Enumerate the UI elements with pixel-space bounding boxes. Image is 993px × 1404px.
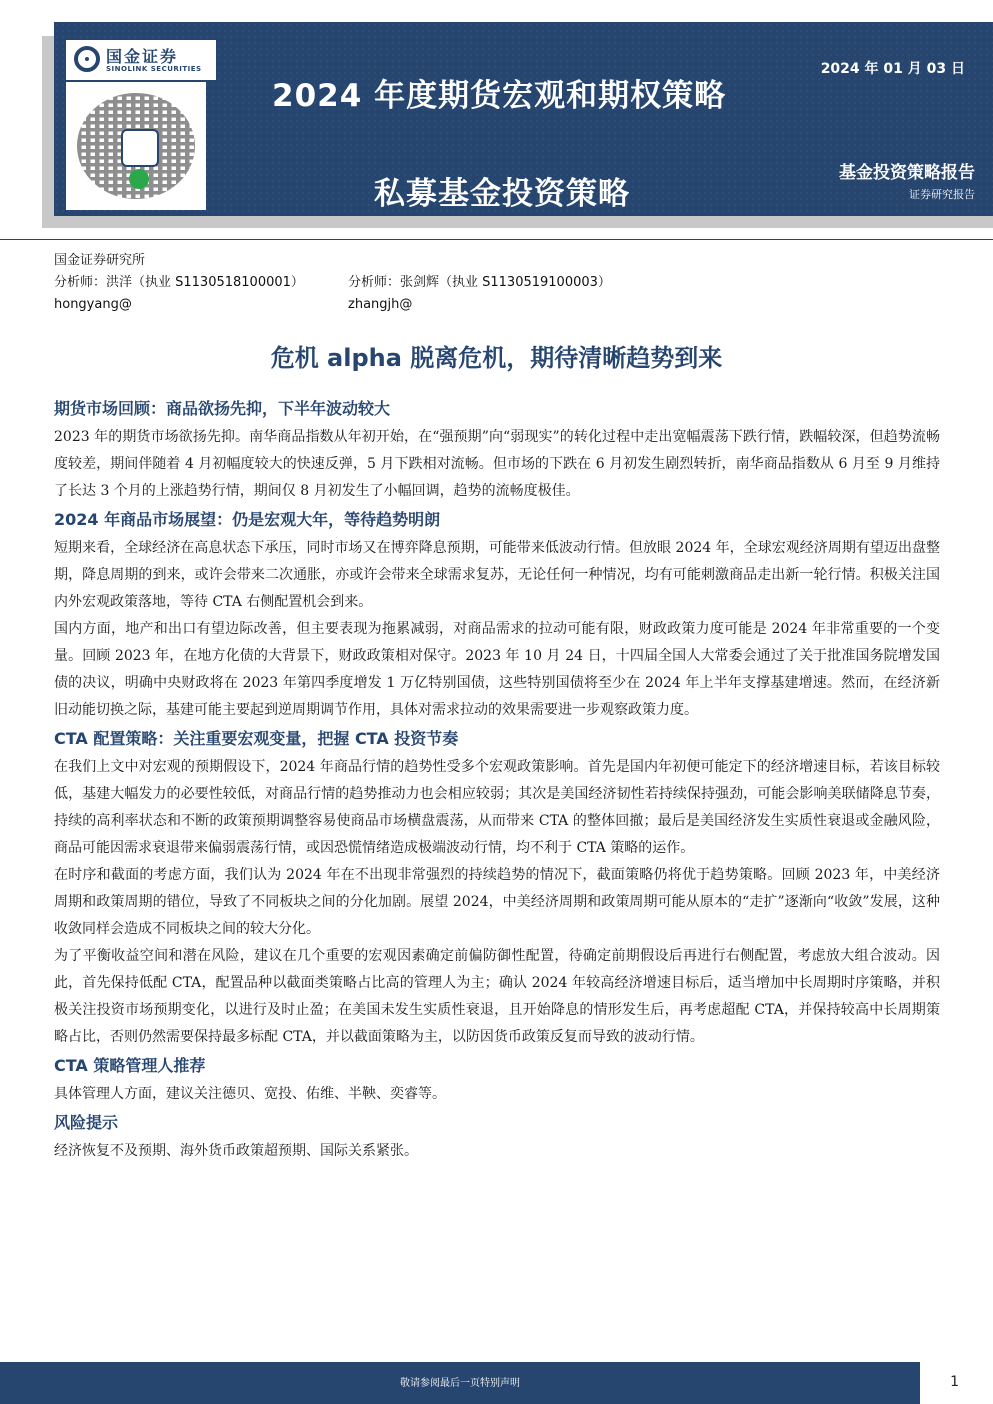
report-main-title: 2024 年度期货宏观和期权策略 (272, 78, 727, 114)
analyst-1-email[interactable]: hongyang@ (54, 297, 132, 312)
header-banner (54, 22, 993, 216)
analyst-2-email[interactable]: zhangjh@ (348, 297, 413, 312)
logo-block (66, 38, 216, 210)
report-body (54, 394, 940, 1165)
email-row (54, 294, 413, 316)
section-title: 期货市场回顾：商品欲扬先抑，下半年波动较大 (54, 399, 391, 418)
logo-text-en: SINOLINK SECURITIES (106, 65, 202, 73)
company-logo (66, 40, 216, 80)
section-title: CTA 策略管理人推荐 (54, 1056, 206, 1075)
section-title: 风险提示 (54, 1113, 119, 1132)
section-paragraph: 为了平衡收益空间和潜在风险，建议在几个重要的宏观因素确定前偏防御性配置，待确定前期假设后再进行右侧配置，考虑放大组合波动。因此，首先保持低配 CTA，配置品种以截面类策略占比高的管理人为主；确认 2024 年较高经济增速目标后，适当增加中长周期时序策略，并积极关注投资市场预期变化，以进行及时止盈；在美国未发生实质性衰退，且开始降息的情形发生后，再考虑超配 CTA，并保持较高中长周期策略占比，否则仍然需要保持最多标配 CTA，并以截面策略为主，以防因货币政策反复而导致的波动行情。 (54, 948, 940, 1045)
analyst-row (54, 272, 611, 294)
header-divider (0, 239, 993, 240)
analyst-2: 分析师：张剑辉（执业 S1130519100003） (348, 275, 611, 290)
logo-text-cn: 国金证券 (106, 47, 179, 66)
section-paragraph: 经济恢复不及预期、海外货币政策超预期、国际关系紧张。 (54, 1143, 418, 1159)
section-paragraph: 在我们上文中对宏观的预期假设下，2024 年商品行情的趋势性受多个宏观政策影响。首先是国内年初便可能定下的经济增速目标，若该目标较低，基建大幅发力的必要性较低，对商品行情的趋势推动力也会相应较弱；其次是美国经济韧性若持续保持强劲，可能会影响美联储降息节奏，持续的高利率状态和不断的政策预期调整容易使商品市场横盘震荡，从而带来 CTA 的整体回撤；最后是美国经济发生实质性衰退或金融风险，商品可能因需求衰退带来偏弱震荡行情，或因恐慌情绪造成极端波动行情，均不利于 CTA 策略的运作。 (54, 759, 940, 856)
institute-name: 国金证券研究所 (54, 253, 146, 268)
logo-mark-icon (74, 46, 100, 72)
author-block (54, 250, 611, 316)
analyst-1: 分析师：洪洋（执业 S1130518100001） (54, 275, 304, 290)
report-headline: 危机 alpha 脱离危机，期待清晰趋势到来 (270, 344, 723, 372)
section-paragraph: 2023 年的期货市场欲扬先抑。南华商品指数从年初开始，在“强预期”向“弱现实”的转化过程中走出宽幅震荡下跌行情，跌幅较深，但趋势流畅度较差，期间伴随着 4 月初幅度较大的快速反弹，5 月下跌相对流畅。但市场的下跌在 6 月初发生剧烈转折，南华商品指数从 6 月至 9 月维持了长达 3 个月的上涨趋势行情，期间仅 8 月初发生了小幅回调，趋势的流畅度极佳。 (54, 429, 940, 499)
report-category: 证券研究报告 (909, 188, 975, 201)
section-paragraph: 国内方面，地产和出口有望边际改善，但主要表现为拖累减弱，对商品需求的拉动可能有限，财政政策力度可能是 2024 年非常重要的一个变量。回顾 2023 年，在地方化债的大背景下，财政政策相对保守。2023 年 10 月 24 日，十四届全国人大常委会通过了关于批准国务院增发国债的决议，明确中央财政将在 2023 年第四季度增发 1 万亿特别国债，这些特别国债将至少在 2024 年上半年支撑基建增速。然而，在经济新旧动能切换之际，基建可能主要起到逆周期调节作用，具体对需求拉动的效果需要进一步观察政策力度。 (54, 621, 940, 718)
section-title: 2024 年商品市场展望：仍是宏观大年，等待趋势明朗 (54, 510, 441, 529)
report-type: 基金投资策略报告 (839, 163, 975, 183)
section-title: CTA 配置策略：关注重要宏观变量，把握 CTA 投资节奏 (54, 729, 459, 748)
qr-code-icon (66, 82, 206, 210)
report-sub-title: 私募基金投资策略 (374, 176, 630, 212)
footer-notice: 敬请参阅最后一页特别声明 (400, 1378, 520, 1389)
page-number: 1 (950, 1374, 959, 1390)
report-date: 2024 年 01 月 03 日 (820, 61, 965, 77)
section-paragraph: 短期来看，全球经济在高息状态下承压，同时市场又在博弈降息预期，可能带来低波动行情。但放眼 2024 年，全球宏观经济周期有望迈出盘整期，降息周期的到来，或许会带来二次通胀，亦或许会带来全球需求复苏，无论任何一种情况，均有可能刺激商品走出新一轮行情。积极关注国内外宏观政策落地，等待 CTA 右侧配置机会到来。 (54, 540, 940, 610)
section-paragraph: 具体管理人方面，建议关注德贝、宽投、佑维、半鞅、奕睿等。 (54, 1086, 446, 1102)
section-paragraph: 在时序和截面的考虑方面，我们认为 2024 年在不出现非常强烈的持续趋势的情况下，截面策略仍将优于趋势策略。回顾 2023 年，中美经济周期和政策周期的错位，导致了不同板块之间的分化加剧。展望 2024，中美经济周期和政策周期可能从原本的“走扩”逐渐向“收敛”发展，这种收敛同样会造成不同板块之间的较大分化。 (54, 867, 940, 937)
